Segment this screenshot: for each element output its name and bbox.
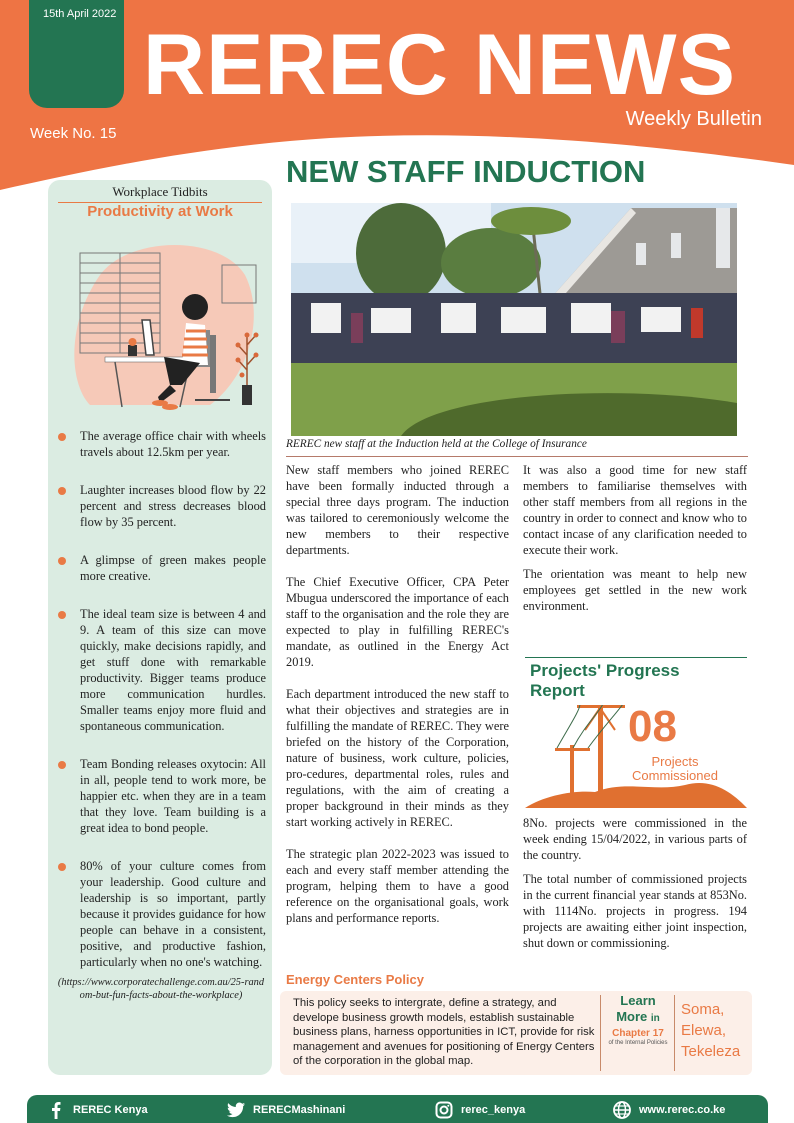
twitter-icon — [227, 1101, 245, 1119]
bullet-icon — [58, 863, 66, 871]
social-footer — [27, 1095, 768, 1123]
article-paragraph: The Chief Executive Officer, CPA Peter Mbugua underscored the importance of each staff to the organisation and the role they are expected to play in fulfilling REREC's mandate, as outlined in the Energy Act 2019. — [286, 575, 509, 669]
office-worker-illustration — [60, 235, 260, 415]
twitter-link[interactable] — [227, 1101, 345, 1119]
tips-list — [56, 428, 266, 1002]
bullet-icon — [58, 487, 66, 495]
article-column-1 — [286, 462, 509, 942]
article-paragraph: It was also a good time for new staff members to familiarise themselves with other staff members from all regions in the country in order to connect and know who to contact incase of any clarification needed to execute their work. — [523, 463, 747, 557]
tip-item — [56, 858, 266, 970]
label-line: Commissioned — [632, 768, 718, 783]
in-word: in — [650, 1013, 660, 1024]
more-word: More — [616, 1009, 648, 1024]
issue-date: 15th April 2022 — [43, 8, 117, 20]
workplace-tidbits-sidebar — [48, 180, 272, 1075]
website-link[interactable] — [613, 1101, 725, 1119]
bullet-icon — [58, 611, 66, 619]
projects-title-line: Report — [530, 681, 585, 700]
energy-policy-box — [280, 991, 752, 1075]
divider — [600, 995, 601, 1071]
twitter-handle: RERECMashinani — [253, 1104, 346, 1116]
photo-caption: REREC new staff at the Induction held at the College of Insurance — [286, 438, 587, 450]
tip-text: Laughter increases blood flow by 22 percent and stress decreases blood flow by 35 percent. — [80, 483, 266, 529]
week-number: Week No. 15 — [30, 125, 117, 142]
article-column-2 — [523, 462, 747, 630]
learn-label: Learn — [620, 993, 656, 1008]
energy-policy-text: This policy seeks to intergrate, define a strategy, and develope business growth models, establish sustainable business plans, harness opportunities in ICT, provide for risk management and avenues for positioning of Energy Centers of the corporation in the global map. — [293, 997, 595, 1067]
projects-paragraph: 8No. projects were commissioned in the week ending 15/04/2022, in various parts of the country. — [523, 816, 747, 862]
instagram-icon — [435, 1101, 453, 1119]
motto-line: Soma, — [681, 1001, 725, 1018]
divider — [525, 657, 747, 658]
tip-text: The ideal team size is between 4 and 9. A team of this size can move quickly, make decisions rapidly, and get stuff done with remarkable productivity. Bigger teams produce more communication hurdles. Smaller teams enjoy more fluid and spontaneous communication. — [80, 607, 266, 733]
bullet-icon — [58, 761, 66, 769]
sidebar-kicker: Workplace Tidbits — [112, 184, 208, 199]
chapter-subtext: of the Internal Policies — [608, 1040, 668, 1046]
motto — [681, 999, 740, 1062]
motto-line: Tekeleza — [681, 1043, 741, 1060]
facebook-link[interactable] — [47, 1101, 148, 1119]
bullet-icon — [58, 433, 66, 441]
induction-group-photo — [291, 203, 737, 436]
article-paragraph: Each department introduced the new staff to what their objectives and strategies are in fulfilling the mandate of REREC. They were briefed on the history of the Corporation, nature of business, work culture, policies, pro-cedures, departmental roles, rules and regulations, with the aim of creating a proper background in their minds as they start working actively in REREC. — [286, 687, 509, 829]
publication-title: REREC NEWS — [143, 17, 736, 113]
website-url: www.rerec.co.ke — [639, 1104, 726, 1116]
divider — [286, 456, 748, 457]
projects-count-label — [620, 755, 730, 783]
publication-subtitle: Weekly Bulletin — [625, 108, 762, 130]
facebook-icon — [47, 1101, 65, 1119]
label-line: Projects — [651, 754, 699, 769]
source-link[interactable]: (https://www.corporatechallenge.com.au/25-random-but-fun-facts-about-the-workplace) — [57, 977, 265, 1001]
tip-text: Team Bonding releases oxytocin: All in all, people tend to work more, be happier etc. when they are in a team that they love. Team building is a great idea to bond people. — [80, 757, 266, 835]
article-paragraph: The orientation was meant to help new employees get settled in the new work environment. — [523, 567, 747, 613]
tip-item — [56, 552, 266, 584]
tip-item — [56, 606, 266, 734]
tip-item — [56, 428, 266, 460]
article-headline: NEW STAFF INDUCTION — [286, 154, 646, 189]
article-paragraph: New staff members who joined REREC have been formally inducted through a special three days program. The induction was tailored to ceremoniously welcome the new members to their respective departments. — [286, 463, 509, 557]
projects-report-title — [530, 661, 680, 701]
bullet-icon — [58, 557, 66, 565]
instagram-link[interactable] — [435, 1101, 525, 1119]
article-paragraph: The strategic plan 2022-2023 was issued to each and every staff member attending the program, helping them to have a good reference on the organisational goals, work plans and performance reports. — [286, 847, 509, 925]
more-label — [602, 1009, 674, 1027]
tip-item — [56, 756, 266, 836]
tip-text: 80% of your culture comes from your leadership. Good culture and leadership is so important, partly because it provides guidance for how people can behave in a consistent, positive, and productive fashion, particularly when no one's watching. — [80, 859, 266, 969]
sidebar-title: Productivity at Work — [87, 203, 233, 220]
instagram-handle: rerec_kenya — [461, 1104, 526, 1116]
energy-policy-title: Energy Centers Policy — [286, 972, 424, 987]
divider — [674, 995, 675, 1071]
projects-paragraph: The total number of commissioned projects in the current financial year stands at 853No. with 1114No. projects in progress. 194 projects are awaiting either joint inspection, shut down or commissioning. — [523, 872, 747, 950]
facebook-handle: REREC Kenya — [73, 1104, 148, 1116]
tip-text: A glimpse of green makes people more creative. — [80, 553, 266, 583]
projects-count: 08 — [628, 702, 677, 751]
projects-text — [523, 815, 747, 959]
projects-title-line: Projects' Progress — [530, 661, 680, 680]
tip-item — [56, 482, 266, 530]
chapter-reference: Chapter 17 — [612, 1028, 664, 1039]
motto-line: Elewa, — [681, 1022, 727, 1039]
globe-icon — [613, 1101, 631, 1119]
learn-more-callout — [602, 993, 674, 1047]
tip-text: The average office chair with wheels travels about 12.5km per year. — [80, 429, 266, 459]
